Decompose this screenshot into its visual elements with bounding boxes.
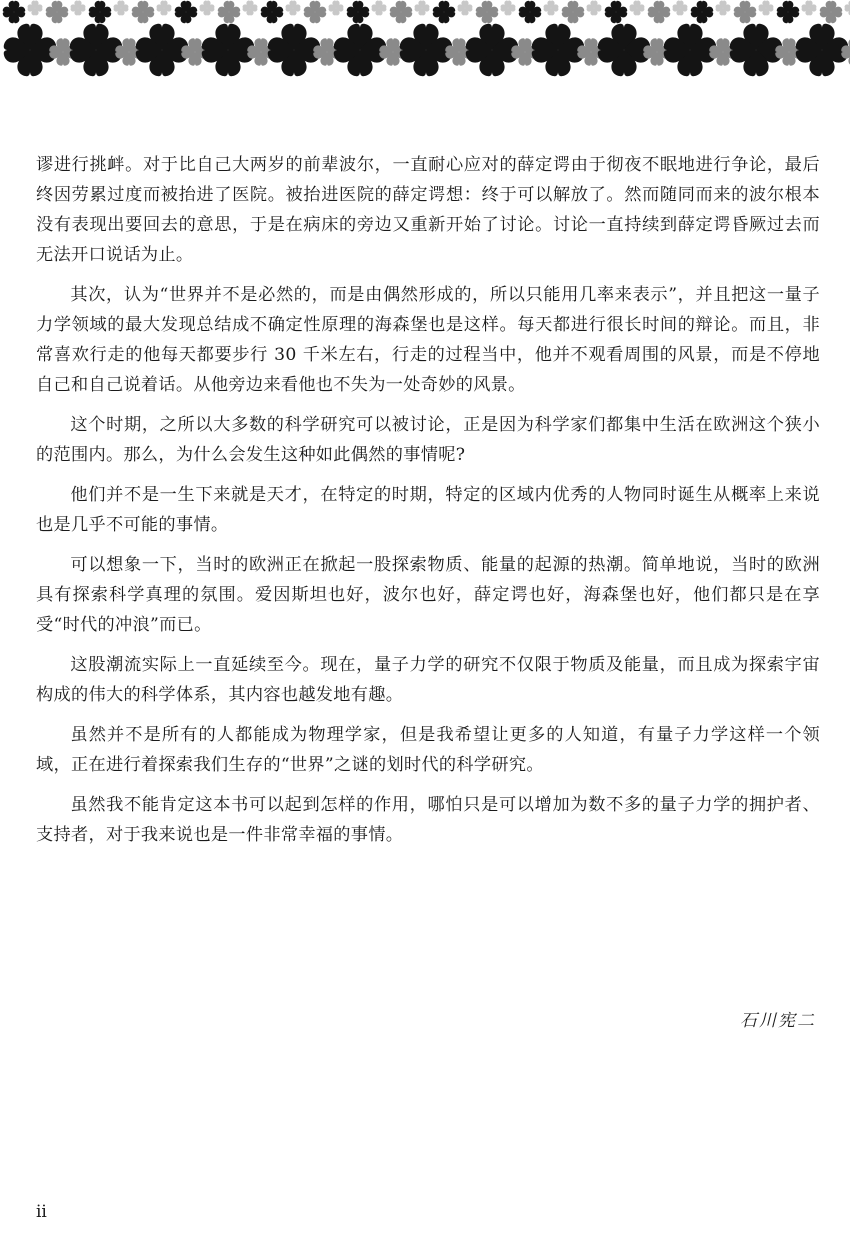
paragraph-7: 虽然并不是所有的人都能成为物理学家，但是我希望让更多的人知道，有量子力学这样一个领域，正在进行着探索我们生存的“世界”之谜的划时代的科学研究。 xyxy=(36,725,820,775)
author-signature: 石川宪二 xyxy=(740,1011,816,1031)
paragraph-3: 这个时期，之所以大多数的科学研究可以被讨论，正是因为科学家们都集中生活在欧洲这个狭小的范围内。那么，为什么会发生这种如此偶然的事情呢? xyxy=(36,415,820,465)
paragraph-6: 这股潮流实际上一直延续至今。现在，量子力学的研究不仅限于物质及能量，而且成为探索宇宙构成的伟大的科学体系，其内容也越发地有趣。 xyxy=(36,655,820,705)
paragraph-4: 他们并不是一生下来就是天才，在特定的时期，特定的区域内优秀的人物同时诞生从概率上来说也是几乎不可能的事情。 xyxy=(36,485,820,535)
paragraph-1: 谬进行挑衅。对于比自己大两岁的前辈波尔，一直耐心应对的薛定谔由于彻夜不眠地进行争论，最后终因劳累过度而被抬进了医院。被抬进医院的薛定谔想：终于可以解放了。然而随同而来的波尔根本没有表现出要回去的意思，于是在病床的旁边又重新开始了讨论。讨论一直持续到薛定谔昏厥过去而无法开口说话为止。 xyxy=(36,155,820,265)
clover-banner xyxy=(0,0,850,80)
paragraph-8: 虽然我不能肯定这本书可以起到怎样的作用，哪怕只是可以增加为数不多的量子力学的拥护者、支持者，对于我来说也是一件非常幸福的事情。 xyxy=(36,795,820,845)
page-number: ii xyxy=(36,1202,47,1222)
clover-pattern-icon xyxy=(0,0,850,80)
page-body xyxy=(36,150,820,860)
paragraph-2: 其次，认为“世界并不是必然的，而是由偶然形成的，所以只能用几率来表示”，并且把这一量子力学领域的最大发现总结成不确定性原理的海森堡也是这样。每天都进行很长时间的辩论。而且，非常喜欢行走的他每天都要步行 30 千米左右，行走的过程当中，他并不观看周围的风景，而是不停地自己和自己说着话。从他旁边来看他也不失为一处奇妙的风景。 xyxy=(36,285,820,395)
paragraph-5: 可以想象一下，当时的欧洲正在掀起一股探索物质、能量的起源的热潮。简单地说，当时的欧洲具有探索科学真理的氛围。爱因斯坦也好，波尔也好，薛定谔也好，海森堡也好，他们都只是在享受“时代的冲浪”而已。 xyxy=(36,555,820,635)
